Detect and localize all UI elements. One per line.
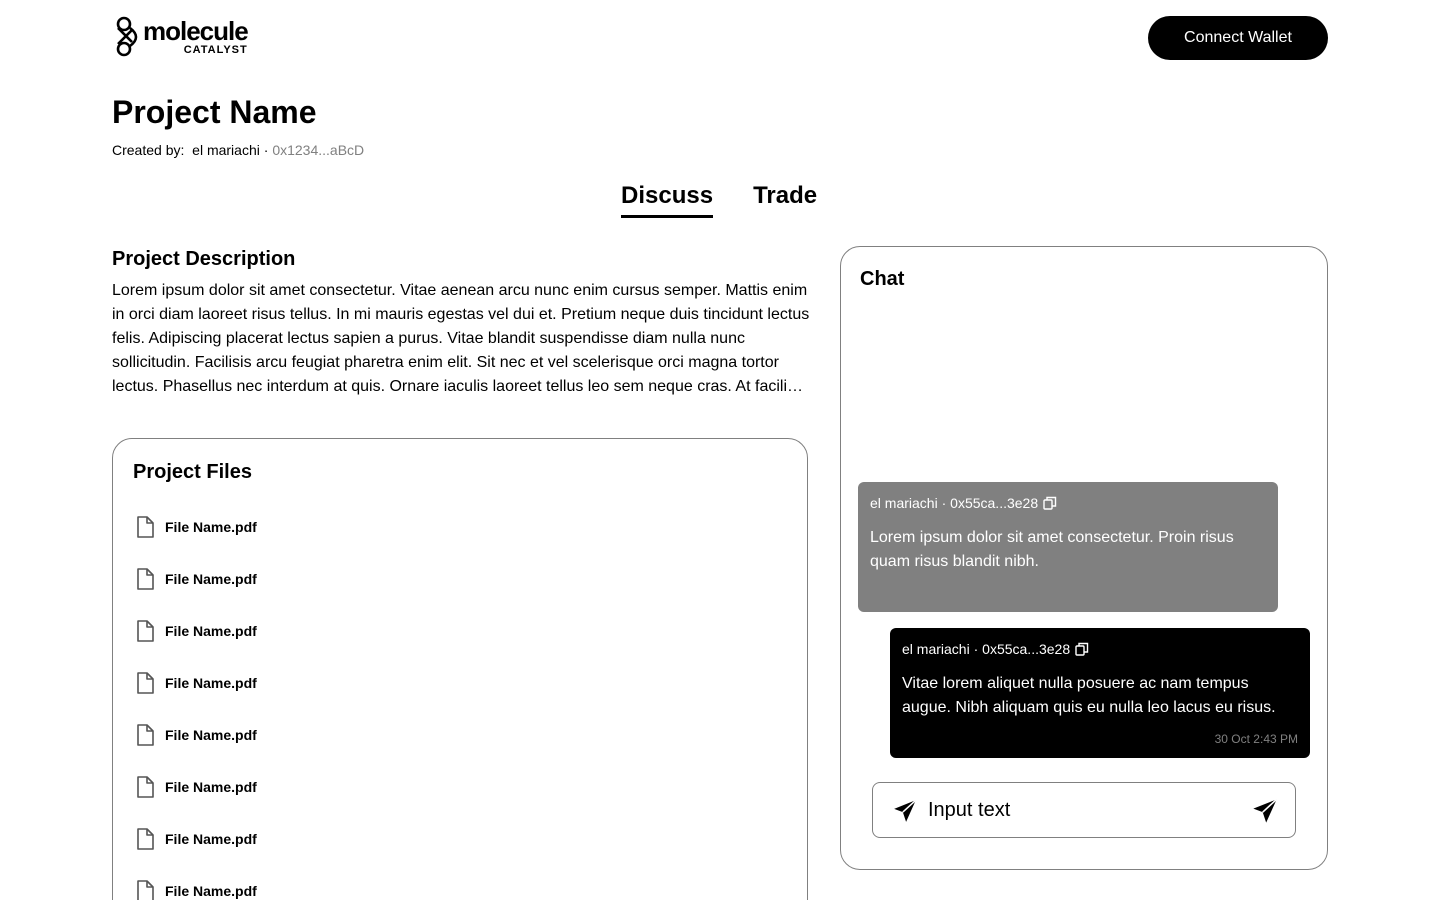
message-author: el mariachi xyxy=(870,495,938,511)
send-icon xyxy=(892,798,918,824)
project-files-panel xyxy=(112,438,808,900)
file-name: File Name.pdf xyxy=(165,779,257,795)
chat-title: Chat xyxy=(860,268,905,290)
file-name: File Name.pdf xyxy=(165,831,257,847)
files-title: Project Files xyxy=(133,461,252,483)
file-item[interactable] xyxy=(133,879,257,900)
file-icon xyxy=(133,671,157,695)
chat-input[interactable] xyxy=(928,795,1238,825)
file-icon xyxy=(133,515,157,539)
description-title: Project Description xyxy=(112,248,296,270)
message-author: el mariachi xyxy=(902,641,970,657)
creator-name: el mariachi xyxy=(192,142,260,158)
file-item[interactable] xyxy=(133,567,257,619)
chat-panel xyxy=(840,246,1328,870)
file-name: File Name.pdf xyxy=(165,519,257,535)
file-item[interactable] xyxy=(133,619,257,671)
creator-address: 0x1234...aBcD xyxy=(272,142,365,158)
file-icon xyxy=(133,879,157,900)
molecule-logo-icon xyxy=(112,16,140,58)
file-icon xyxy=(133,567,157,591)
logo[interactable] xyxy=(112,16,248,60)
file-icon xyxy=(133,775,157,799)
logo-wordmark: molecule xyxy=(143,16,248,46)
file-item[interactable] xyxy=(133,775,257,827)
message-timestamp: 30 Oct 2:43 PM xyxy=(1214,732,1298,746)
project-creator-line xyxy=(112,141,364,159)
file-name: File Name.pdf xyxy=(165,571,257,587)
tab-trade[interactable]: Trade xyxy=(753,182,818,209)
message-text: Lorem ipsum dolor sit amet consectetur. Proin risus quam risus blandit nibh. xyxy=(870,529,1234,570)
file-name: File Name.pdf xyxy=(165,675,257,691)
connect-wallet-button[interactable]: Connect Wallet xyxy=(1148,16,1328,60)
file-icon xyxy=(133,619,157,643)
creator-separator: · xyxy=(259,142,273,158)
send-button[interactable] xyxy=(1251,797,1279,825)
tab-bar xyxy=(621,180,817,218)
tab-discuss[interactable]: Discuss xyxy=(621,180,713,218)
file-name: File Name.pdf xyxy=(165,883,257,899)
file-list xyxy=(133,515,257,900)
message-address: 0x55ca...3e28 xyxy=(950,495,1039,511)
file-item[interactable] xyxy=(133,723,257,775)
message-address: 0x55ca...3e28 xyxy=(982,641,1071,657)
send-icon xyxy=(1251,797,1279,825)
created-by-label: Created by: xyxy=(112,142,185,158)
chat-message-sent xyxy=(890,628,1310,758)
file-name: File Name.pdf xyxy=(165,727,257,743)
file-item[interactable] xyxy=(133,515,257,567)
file-name: File Name.pdf xyxy=(165,623,257,639)
chat-input-box xyxy=(872,782,1296,838)
message-text: Vitae lorem aliquet nulla posuere ac nam tempus augue. Nibh aliquam quis eu nulla leo lacus eu risus. xyxy=(902,675,1276,716)
message-meta: el mariachi · 0x55ca...3e28 xyxy=(870,494,1266,512)
file-item[interactable] xyxy=(133,827,257,879)
message-meta: el mariachi · 0x55ca...3e28 xyxy=(902,640,1298,658)
file-icon xyxy=(133,723,157,747)
file-icon xyxy=(133,827,157,851)
logo-subtitle: CATALYST xyxy=(183,44,248,56)
copy-icon[interactable] xyxy=(1043,496,1057,510)
page-title: Project Name xyxy=(112,94,317,130)
file-item[interactable] xyxy=(133,671,257,723)
description-text: Lorem ipsum dolor sit amet consectetur. Vitae aenean arcu nunc enim cursus semper. Mattis enim in orci diam laoreet risus tellus. In mi mauris egestas vel dui et. Pretium neque duis tincidunt lectus felis. Adipiscing placerat lectus sapien a purus. Vitae blandit suspendisse diam nulla nunc sollicitudin. Facilisis arcu feugiat pharetra enim elit. Sit nec et vel scelerisque orci magna tortor lectus. Phasellus nec interdum at quis. Ornare iaculis laoreet tellus leo sem neque cras. At facili… xyxy=(112,282,810,395)
chat-message-received xyxy=(858,482,1278,612)
copy-icon[interactable] xyxy=(1075,642,1089,656)
